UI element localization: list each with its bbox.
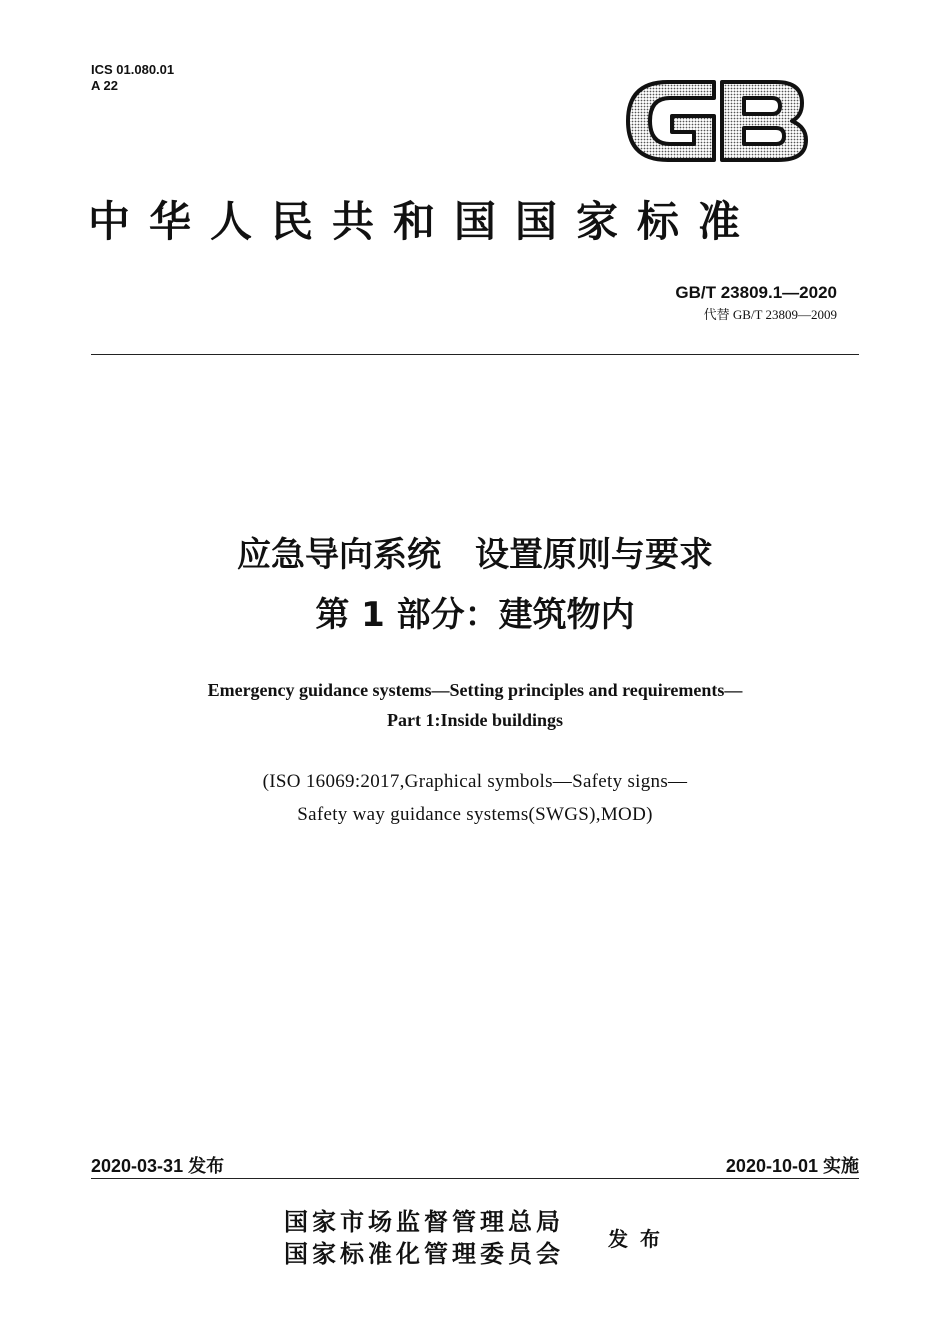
iso-reference-line-1: (ISO 16069:2017,Graphical symbols—Safety signs— [262,771,688,792]
issuing-authorities [284,1206,564,1270]
implementation-date: 2020-10-01 实施 [725,1156,859,1176]
classification-codes [91,62,174,94]
ics-code: ICS 01.080.01 [91,62,175,77]
ccs-code: A 22 [91,78,118,93]
top-divider [91,354,859,355]
english-title-line-1: Emergency guidance systems—Setting principles and requirements— [207,680,743,700]
replaces-standard: 代替 GB/T 23809—2009 [703,307,837,322]
standard-number: GB/T 23809.1—2020 [675,283,837,302]
issuer-sac: 国家标准化管理委员会 [284,1239,564,1268]
bottom-divider [91,1178,859,1179]
national-standard-title: 中华人民共和国国家标准 [88,197,760,246]
chinese-title-line-2: 第 1 部分：建筑物内 [315,595,635,635]
publish-label: 发布 [608,1227,672,1251]
english-title-line-2: Part 1:Inside buildings [386,710,564,730]
iso-reference-line-2: Safety way guidance systems(SWGS),MOD) [297,804,653,825]
issue-date: 2020-03-31 发布 [91,1156,225,1176]
issuer-samr: 国家市场监督管理总局 [284,1207,564,1236]
chinese-title-line-1: 应急导向系统 设置原则与要求 [237,535,713,575]
gb-logo [622,72,810,170]
